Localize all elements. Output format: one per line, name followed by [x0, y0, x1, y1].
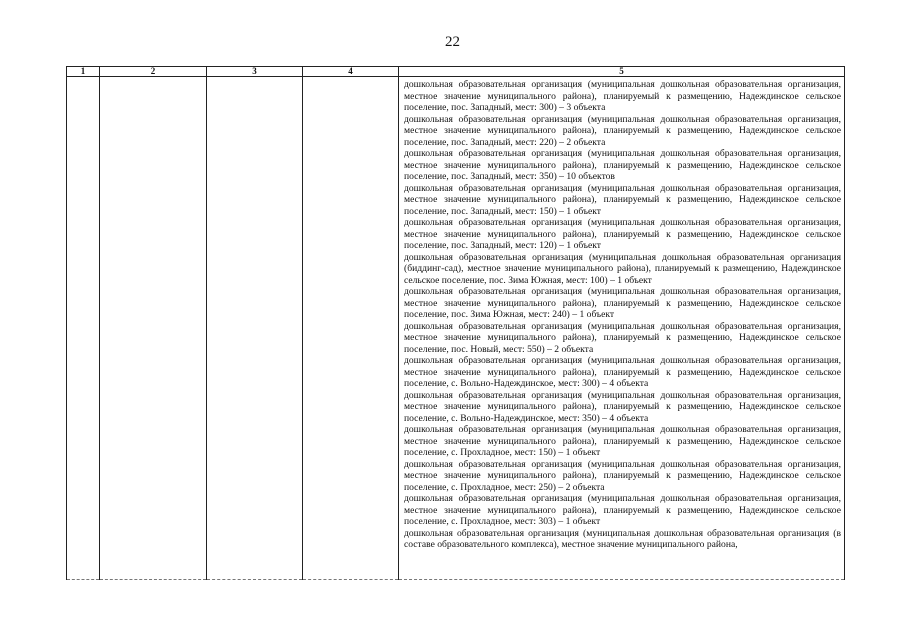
cell-col-5 [399, 77, 845, 580]
list-item: дошкольная образовательная организация (муниципальная дошкольная образовательная организация, местное значение муниципального района), планируемый к размещению, Надеждинское сельское поселение, с. Вольно-Надеждинское, мест: 350) – 4 объекта [404, 389, 841, 424]
list-item: дошкольная образовательная организация (муниципальная дошкольная образовательная организация, местное значение муниципального района), планируемый к размещению, Надеждинское сельское поселение, с. Прохладное, мест: 150) – 1 объект [404, 424, 841, 458]
column-header-4: 4 [303, 67, 399, 77]
list-item: дошкольная образовательная организация (муниципальная дошкольная образовательная организация (биддинг-сад), местное значение муниципального района), планируемый к размещению, Надеждинское сельское поселение, пос. Зима Южная, мест: 100) – 1 объект [404, 251, 841, 286]
list-item: дошкольная образовательная организация (муниципальная дошкольная образовательная организация, местное значение муниципального района), планируемый к размещению, Надеждинское сельское поселение, с. Прохладное, мест: 303) – 1 объект [404, 493, 841, 527]
list-item: дошкольная образовательная организация (муниципальная дошкольная образовательная организация, местное значение муниципального района), планируемый к размещению, Надеждинское сельское поселение, пос. Западный, мест: 300) – 3 объекта [404, 79, 841, 113]
list-item: дошкольная образовательная организация (муниципальная дошкольная образовательная организация, местное значение муниципального района), планируемый к размещению, Надеждинское сельское поселение, пос. Западный, мест: 150) – 1 объект [404, 182, 841, 217]
cell-col-2 [100, 77, 207, 580]
list-item: дошкольная образовательная организация (муниципальная дошкольная образовательная организация, местное значение муниципального района), планируемый к размещению, Надеждинское сельское поселение, пос. Западный, мест: 220) – 2 объекта [404, 113, 841, 148]
list-item: дошкольная образовательная организация (муниципальная дошкольная образовательная организация, местное значение муниципального района), планируемый к размещению, Надеждинское сельское поселение, пос. Зима Южная, мест: 240) – 1 объект [404, 286, 841, 320]
cell-col-3 [207, 77, 303, 580]
list-item: дошкольная образовательная организация (муниципальная дошкольная образовательная организация, местное значение муниципального района), планируемый к размещению, Надеждинское сельское поселение, пос. Западный, мест: 120) – 1 объект [404, 217, 841, 251]
list-item: дошкольная образовательная организация (муниципальная дошкольная образовательная организация, местное значение муниципального района), планируемый к размещению, Надеждинское сельское поселение, пос. Новый, мест: 550) – 2 объекта [404, 320, 841, 355]
list-item: дошкольная образовательная организация (муниципальная дошкольная образовательная организация (в составе образовательного комплекса), местное значение муниципального района, [404, 527, 841, 550]
cell-col-1 [67, 77, 100, 580]
column-header-1: 1 [67, 67, 100, 77]
document-table [66, 66, 845, 580]
entries-list [399, 77, 844, 551]
cell-col-4 [303, 77, 399, 580]
column-header-3: 3 [207, 67, 303, 77]
table-row [67, 77, 845, 580]
list-item: дошкольная образовательная организация (муниципальная дошкольная образовательная организация, местное значение муниципального района), планируемый к размещению, Надеждинское сельское поселение, с. Вольно-Надеждинское, мест: 300) – 4 объекта [404, 355, 841, 389]
list-item: дошкольная образовательная организация (муниципальная дошкольная образовательная организация, местное значение муниципального района), планируемый к размещению, Надеждинское сельское поселение, с. Прохладное, мест: 250) – 2 объекта [404, 458, 841, 493]
column-header-2: 2 [100, 67, 207, 77]
column-header-5: 5 [399, 67, 845, 77]
page-number: 22 [445, 34, 460, 50]
list-item: дошкольная образовательная организация (муниципальная дошкольная образовательная организация, местное значение муниципального района), планируемый к размещению, Надеждинское сельское поселение, пос. Западный, мест: 350) – 10 объектов [404, 148, 841, 182]
header-row [67, 67, 845, 77]
